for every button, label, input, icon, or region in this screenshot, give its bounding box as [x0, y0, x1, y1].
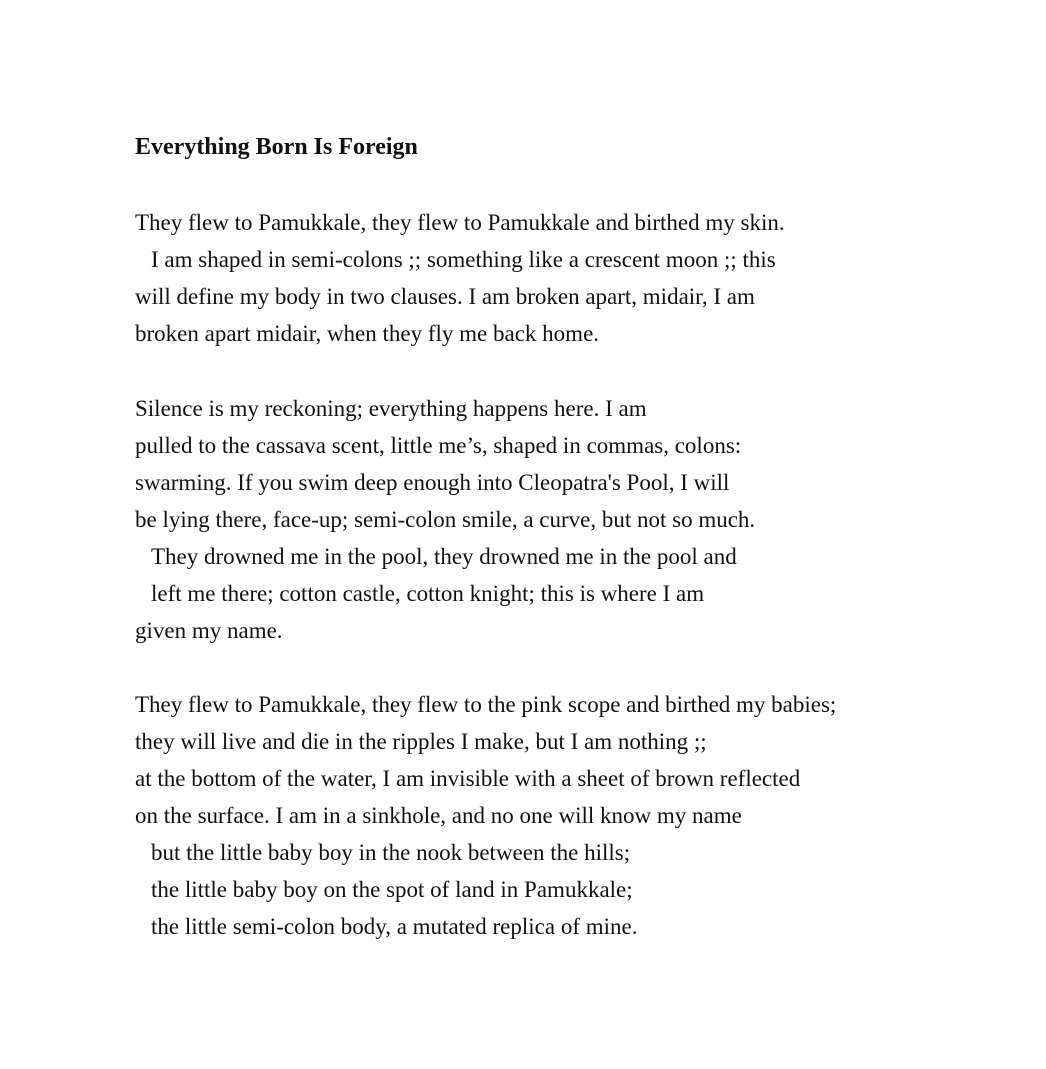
poem-line: broken apart midair, when they fly me back home.	[135, 321, 600, 346]
poem-line: left me there; cotton castle, cotton knight; this is where I am	[151, 581, 705, 606]
poem-line: swarming. If you swim deep enough into Cleopatra's Pool, I will	[135, 470, 730, 495]
poem-line: the little semi-colon body, a mutated replica of mine.	[151, 914, 638, 939]
poem-line: on the surface. I am in a sinkhole, and no one will know my name	[135, 803, 742, 828]
poem-line: be lying there, face-up; semi-colon smile, a curve, but not so much.	[135, 507, 756, 532]
poem-line: They drowned me in the pool, they drowned me in the pool and	[151, 544, 737, 569]
poem-line: Silence is my reckoning; everything happens here. I am	[135, 396, 647, 421]
stanza-2	[135, 390, 755, 649]
poem-line: at the bottom of the water, I am invisible with a sheet of brown reflected	[135, 766, 801, 791]
poem-line: will define my body in two clauses. I am broken apart, midair, I am	[135, 284, 755, 309]
poem-title: Everything Born Is Foreign	[135, 134, 418, 160]
poem-page	[135, 0, 1046, 1069]
poem-line: but the little baby boy in the nook between the hills;	[151, 840, 631, 865]
poem-line: I am shaped in semi-colons ;; something like a crescent moon ;; this	[151, 247, 776, 272]
poem-line: the little baby boy on the spot of land in Pamukkale;	[151, 877, 633, 902]
stanza-3	[135, 686, 836, 945]
poem-line: given my name.	[135, 618, 283, 643]
poem-line: They flew to Pamukkale, they flew to the pink scope and birthed my babies;	[135, 692, 837, 717]
poem-line: They flew to Pamukkale, they flew to Pamukkale and birthed my skin.	[135, 210, 785, 235]
stanza-1	[135, 204, 785, 352]
poem-line: pulled to the cassava scent, little me’s, shaped in commas, colons:	[135, 433, 742, 458]
poem-line: they will live and die in the ripples I make, but I am nothing ;;	[135, 729, 707, 754]
